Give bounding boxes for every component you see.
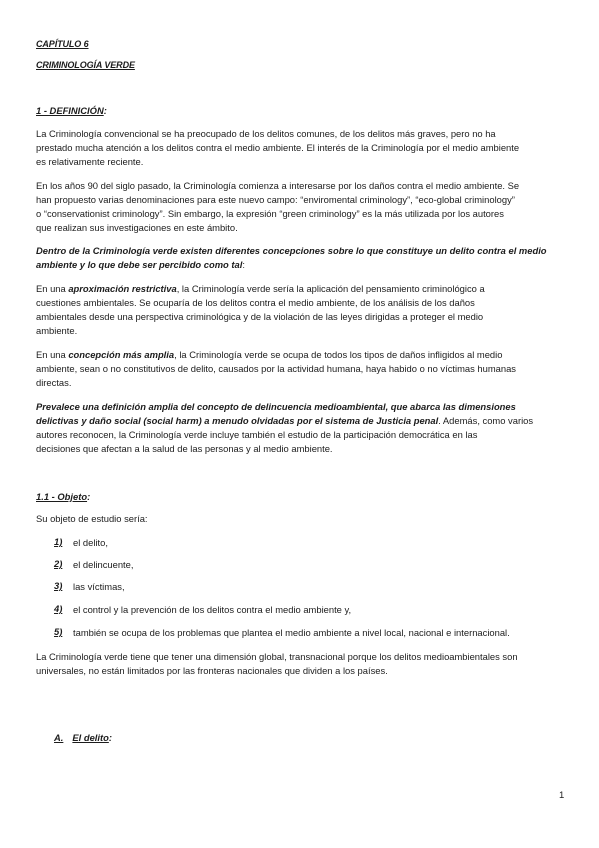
paragraph-line: La Criminología verde tiene que tener una dimensión global, transnacional porque los delitos medioambientales son — [36, 651, 518, 662]
page-number: 1 — [559, 790, 565, 801]
term-amplia: concepción más amplia — [68, 349, 175, 360]
text-span: , la Criminología verde sería la aplicación del pensamiento criminológico a — [176, 283, 485, 294]
paragraph-line: o “conservationist criminology”. Sin embargo, la expresión “green criminology” es la más utilizada por los autores — [36, 208, 504, 219]
list-number: 2) — [54, 558, 63, 569]
section-heading-text: 1.1 - Objeto — [36, 491, 88, 502]
emphasis-colon: : — [242, 259, 245, 270]
paragraph-line: ambiente, sean o no constitutivos de delito, causados por la actividad humana, haya habido o no víctimas humanas — [36, 363, 516, 374]
emphasis-text: delictivas y daño social (social harm) a menudo olvidadas por el sistema de Justicia penal — [36, 415, 439, 426]
section-letter: A. — [54, 732, 64, 743]
section-heading-objeto — [36, 490, 90, 503]
text-span: , la Criminología verde se ocupa de todos los tipos de daños infligidos al medio — [174, 349, 503, 360]
text-span: . Además, como varios — [438, 415, 534, 426]
paragraph-line: ambiente. — [36, 325, 78, 336]
paragraph-line — [36, 414, 533, 427]
list-intro: Su objeto de estudio sería: — [36, 513, 148, 524]
paragraph-line: prestado mucha atención a los delitos contra el medio ambiente. El interés de la Criminología por el medio ambiente — [36, 142, 520, 153]
paragraph-line: es relativamente reciente. — [36, 156, 144, 167]
paragraph-line: universales, no están limitados por las fronteras nacionales que dividen a los países. — [36, 665, 388, 676]
term-restrictiva: aproximación restrictiva — [68, 283, 177, 294]
paragraph-line: ambientales desde una perspectiva criminológica y de la violación de las leyes dirigidas a proteger el medio — [36, 311, 484, 322]
section-heading-colon: : — [87, 491, 91, 502]
emphasis-text: ambiente y lo que debe ser percibido como tal — [36, 259, 243, 270]
list-number: 3) — [54, 580, 63, 591]
list-text: el delito, — [73, 537, 108, 548]
emphasis-line: Prevalece una definición amplia del concepto de delincuencia medioambiental, que abarca las dimensiones — [36, 401, 516, 412]
list-text: también se ocupa de los problemas que plantea el medio ambiente a nivel local, nacional e internacional. — [73, 627, 510, 638]
paragraph-line: que realizan sus investigaciones en este ámbito. — [36, 222, 238, 233]
paragraph-line — [36, 348, 502, 361]
paragraph-line: En los años 90 del siglo pasado, la Criminología comienza a interesarse por los daños contra el medio ambiente. Se — [36, 180, 520, 191]
paragraph-line — [36, 282, 485, 295]
text-span: En una — [36, 349, 69, 360]
emphasis-line: Dentro de la Criminología verde existen diferentes concepciones sobre lo que constituye un delito contra el medio — [36, 245, 547, 256]
section-heading-text: El delito — [72, 732, 109, 743]
paragraph-line: autores reconocen, la Criminología verde incluye también el estudio de la participación democrática en las — [36, 429, 478, 440]
paragraph-line: cuestiones ambientales. Se ocuparía de los delitos contra el medio ambiente, de los análisis de los daños — [36, 297, 475, 308]
emphasis-line — [36, 258, 245, 271]
text-span: En una — [36, 283, 69, 294]
list-text: el delincuente, — [73, 559, 134, 570]
list-number: 4) — [54, 603, 63, 614]
section-heading-text: 1 - DEFINICIÓN — [36, 105, 104, 116]
paragraph-line: decisiones que afectan a la salud de las personas y al medio ambiente. — [36, 443, 333, 454]
section-heading-el-delito — [54, 731, 112, 744]
section-heading-colon: : — [108, 732, 112, 743]
paragraph-line: han propuesto varias denominaciones para este nuevo campo: “enviromental criminology”, “eco-global criminology” — [36, 194, 515, 205]
section-heading-colon: : — [103, 105, 107, 116]
chapter-title: CRIMINOLOGÍA VERDE — [36, 60, 135, 70]
list-number: 5) — [54, 626, 63, 637]
list-text: las víctimas, — [73, 581, 125, 592]
list-text: el control y la prevención de los delitos contra el medio ambiente y, — [73, 604, 352, 615]
section-heading-definicion — [36, 104, 107, 117]
paragraph-line: directas. — [36, 377, 72, 388]
list-number: 1) — [54, 536, 63, 547]
paragraph-line: La Criminología convencional se ha preocupado de los delitos comunes, de los delitos más graves, pero no ha — [36, 128, 496, 139]
chapter-label: CAPÍTULO 6 — [36, 39, 89, 49]
